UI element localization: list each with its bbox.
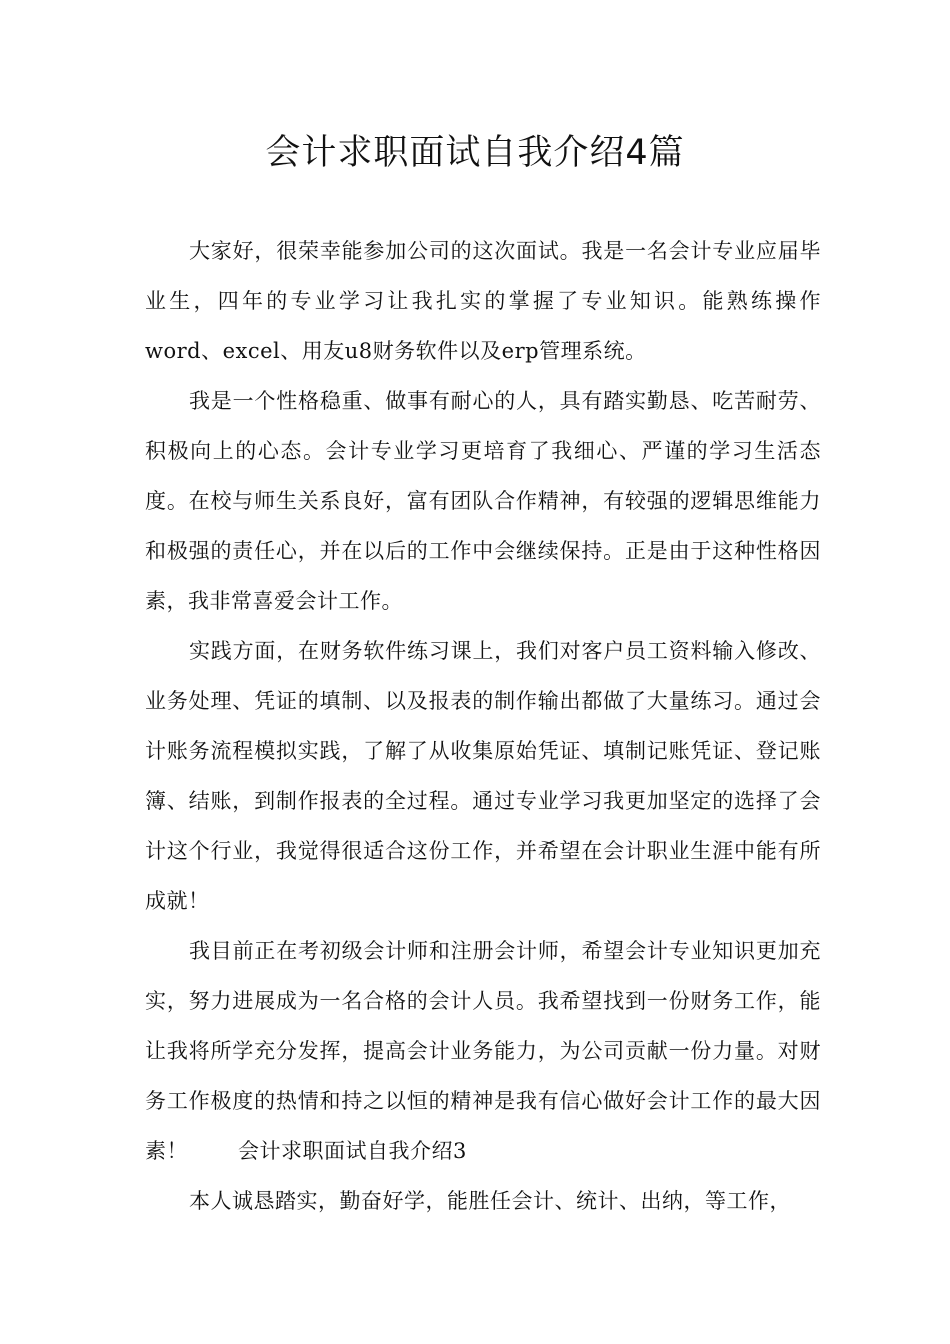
paragraph-goals [145, 926, 821, 1176]
document-body [145, 226, 821, 1226]
section-heading-3: 会计求职面试自我介绍3 [238, 1139, 467, 1163]
paragraph-goals-text: 我目前正在考初级会计师和注册会计师，希望会计专业知识更加充实，努力进展成为一名合格的会计人员。我希望找到一份财务工作，能让我将所学充分发挥，提高会计业务能力，为公司贡献一份力量。对财务工作极度的热情和持之以恒的精神是我有信心做好会计工作的最大因素！ [145, 939, 821, 1163]
document-title: 会计求职面试自我介绍4篇 [265, 133, 685, 173]
paragraph-practice: 实践方面，在财务软件练习课上，我们对客户员工资料输入修改、业务处理、凭证的填制、以及报表的制作输出都做了大量练习。通过会计账务流程模拟实践，了解了从收集原始凭证、填制记账凭证、登记账簿、结账，到制作报表的全过程。通过专业学习我更加坚定的选择了会计这个行业，我觉得很适合这份工作，并希望在会计职业生涯中能有所成就！ [145, 639, 821, 913]
paragraph-section3-start: 本人诚恳踏实，勤奋好学，能胜任会计、统计、出纳，等工作， [189, 1189, 791, 1213]
paragraph-personality: 我是一个性格稳重、做事有耐心的人，具有踏实勤恳、吃苦耐劳、积极向上的心态。会计专业学习更培育了我细心、严谨的学习生活态度。在校与师生关系良好，富有团队合作精神，有较强的逻辑思维能力和极强的责任心，并在以后的工作中会继续保持。正是由于这种性格因素，我非常喜爱会计工作。 [145, 389, 821, 613]
paragraph-intro: 大家好，很荣幸能参加公司的这次面试。我是一名会计专业应届毕业生，四年的专业学习让我扎实的掌握了专业知识。能熟练操作word、excel、用友u8财务软件以及erp管理系统。 [145, 239, 821, 363]
